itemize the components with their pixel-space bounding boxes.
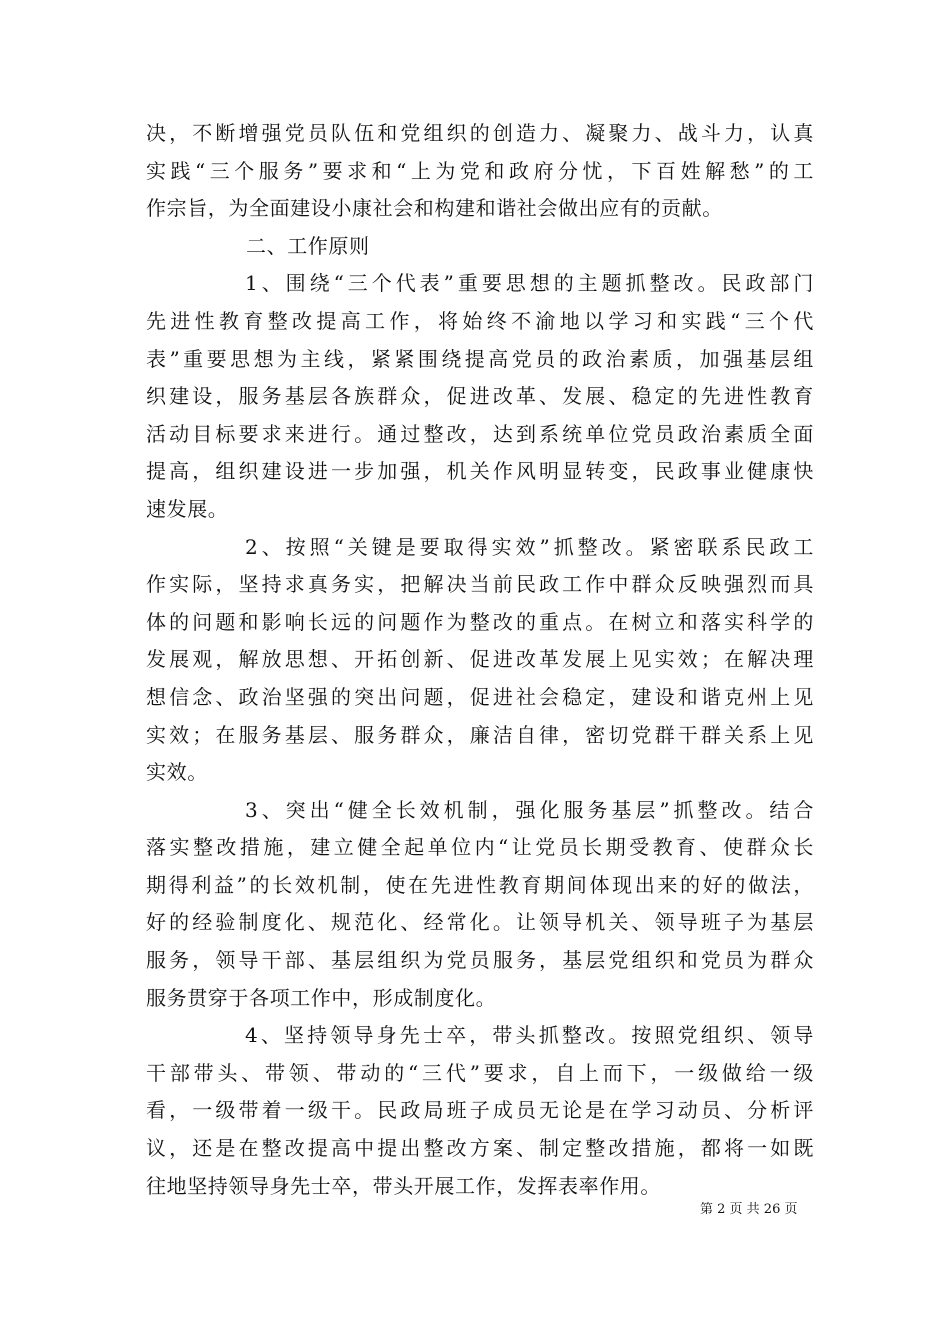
text-line: 干部带头、带领、带动的“三代”要求，自上而下，一级做给一级 — [146, 1060, 814, 1085]
text-line: 活动目标要求来进行。通过整改，达到系统单位党员政治素质全面 — [146, 421, 814, 446]
text-line: 看，一级带着一级干。民政局班子成员无论是在学习动员、分析评 — [146, 1098, 814, 1123]
text-line: 提高，组织建设进一步加强，机关作风明显转变，民政事业健康快 — [146, 459, 814, 484]
document-body — [146, 115, 814, 1205]
text-line: 4、坚持领导身先士卒，带头抓整改。按照党组织、领导 — [245, 1023, 814, 1048]
text-line: 往地坚持领导身先士卒，带头开展工作，发挥表率作用。 — [146, 1173, 661, 1198]
text-line: 先进性教育整改提高工作，将始终不渝地以学习和实践“三个代 — [146, 308, 814, 333]
text-line: 议，还是在整改提高中提出整改方案、制定整改措施，都将一如既 — [146, 1136, 814, 1161]
text-line: 落实整改措施，建立健全起单位内“让党员长期受教育、使群众长 — [146, 835, 814, 860]
text-line: 实效；在服务基层、服务群众，廉洁自律，密切党群干群关系上见 — [146, 722, 814, 747]
text-line: 1、围绕“三个代表”重要思想的主题抓整改。民政部门 — [245, 271, 814, 296]
page-number: 第 2 页 共 26 页 — [700, 1202, 798, 1217]
text-line: 服务，领导干部、基层组织为党员服务，基层党组织和党员为群众 — [146, 948, 814, 973]
text-line: 速发展。 — [146, 496, 229, 521]
text-line: 表”重要思想为主线，紧紧围绕提高党员的政治素质，加强基层组 — [146, 346, 814, 371]
text-line: 体的问题和影响长远的问题作为整改的重点。在树立和落实科学的 — [146, 609, 814, 634]
text-line: 好的经验制度化、规范化、经常化。让领导机关、领导班子为基层 — [146, 910, 814, 935]
text-line: 作宗旨，为全面建设小康社会和构建和谐社会做出应有的贡献。 — [146, 196, 723, 221]
text-line: 作实际，坚持求真务实，把解决当前民政工作中群众反映强烈而具 — [146, 572, 814, 597]
text-line: 实践“三个服务”要求和“上为党和政府分忧，下百姓解愁”的工 — [146, 158, 814, 183]
text-line: 发展观，解放思想、开拓创新、促进改革发展上见实效；在解决理 — [146, 647, 814, 672]
text-line: 期得利益”的长效机制，使在先进性教育期间体现出来的好的做法， — [146, 872, 814, 897]
text-line: 织建设，服务基层各族群众，促进改革、发展、稳定的先进性教育 — [146, 384, 814, 409]
text-line: 决，不断增强党员队伍和党组织的创造力、凝聚力、战斗力，认真 — [146, 121, 814, 145]
text-line: 实效。 — [146, 760, 208, 785]
text-line: 想信念、政治坚强的突出问题，促进社会稳定，建设和谐克州上见 — [146, 684, 814, 709]
section-heading: 二、工作原则 — [246, 233, 370, 258]
text-line: 3、突出“健全长效机制，强化服务基层”抓整改。结合 — [245, 797, 814, 822]
text-line: 服务贯穿于各项工作中，形成制度化。 — [146, 985, 497, 1010]
text-line: 2、按照“关键是要取得实效”抓整改。紧密联系民政工 — [245, 534, 814, 559]
